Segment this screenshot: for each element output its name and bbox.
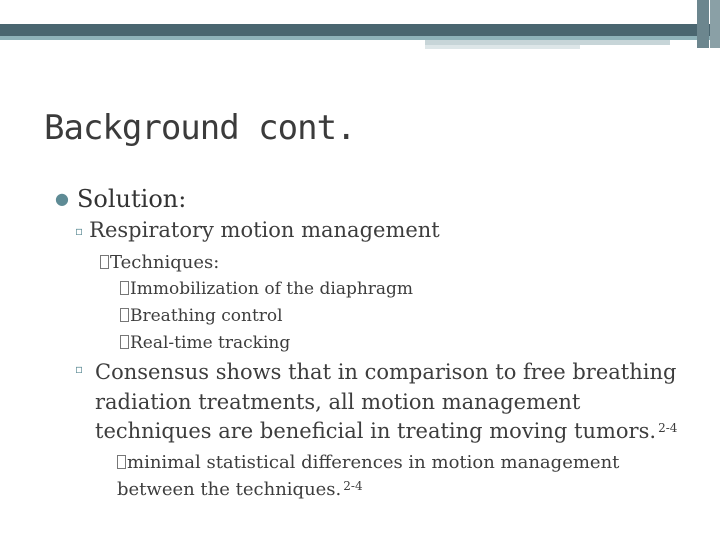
corner-block-right xyxy=(710,0,720,48)
header-dark-bar xyxy=(0,24,720,36)
bullet-consensus xyxy=(95,358,695,447)
square-bullet-icon: ▫ xyxy=(75,224,84,238)
slide-title: Background cont. xyxy=(44,108,356,148)
header-band xyxy=(0,0,720,25)
missing-glyph-icon xyxy=(117,455,126,469)
citation-ref: 2-4 xyxy=(343,479,363,493)
technique-item xyxy=(120,306,283,326)
missing-glyph-icon xyxy=(120,308,129,322)
bullet-minimal-differences xyxy=(117,449,677,503)
corner-block xyxy=(697,0,709,48)
technique-label: Real-time tracking xyxy=(130,333,291,353)
bullet-solution-label: Solution: xyxy=(76,185,187,213)
missing-glyph-icon xyxy=(120,281,129,295)
technique-label: Immobilization of the diaphragm xyxy=(130,279,414,299)
square-bullet-icon: ▫ xyxy=(75,362,84,376)
technique-item xyxy=(120,279,413,299)
bullet-dot-icon: ● xyxy=(55,189,69,208)
bullet-solution xyxy=(55,185,186,213)
citation-ref: 2-4 xyxy=(658,421,678,435)
consensus-text: Consensus shows that in comparison to free breathing radiation treatments, all motion management techniques are beneficial in treating moving tumors. xyxy=(95,360,677,443)
technique-label: Breathing control xyxy=(130,306,283,326)
missing-glyph-icon xyxy=(100,255,109,269)
technique-item xyxy=(120,333,290,353)
missing-glyph-icon xyxy=(120,335,129,349)
bullet-respiratory xyxy=(75,218,440,242)
header-accent-line-short xyxy=(425,45,580,49)
minimal-differences-text: minimal statistical differences in motion management between the techniques. xyxy=(117,452,620,500)
bullet-techniques xyxy=(100,252,219,273)
bullet-respiratory-label: Respiratory motion management xyxy=(89,218,440,242)
techniques-label: Techniques: xyxy=(110,252,220,273)
